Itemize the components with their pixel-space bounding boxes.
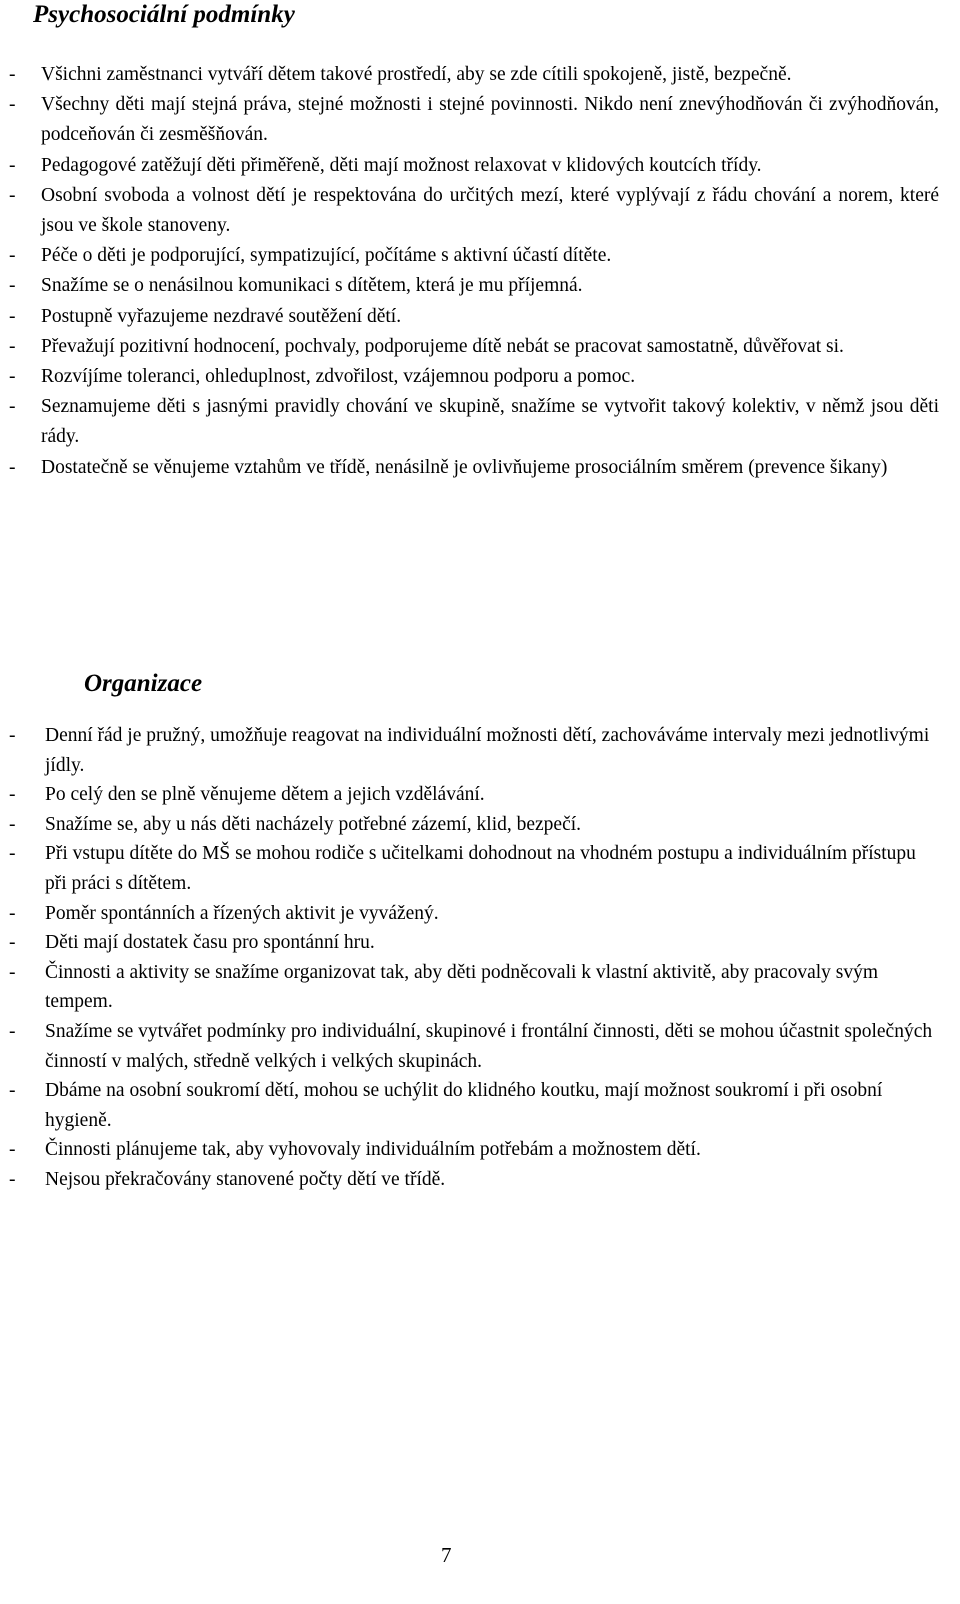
list-item-text: Snažíme se o nenásilnou komunikaci s dítětem, která je mu příjemná.: [41, 275, 583, 297]
list-item: [9, 1135, 939, 1165]
list-item: [9, 362, 939, 392]
list-item: [9, 1165, 939, 1195]
list-item-text: Rozvíjíme toleranci, ohleduplnost, zdvořilost, vzájemnou podporu a pomoc.: [41, 366, 636, 388]
list-dash: -: [9, 335, 16, 357]
list-item-text: Po celý den se plně věnujeme dětem a jejich vzdělávání.: [45, 784, 485, 806]
list-item-text: Osobní svoboda a volnost dětí je respektována do určitých mezí, které vyplývají z řádu chování a norem, které jsou ve škole stanoveny.: [41, 184, 939, 237]
list-dash: -: [9, 1080, 16, 1102]
psychosocial-list: [9, 60, 939, 483]
list-item: [9, 60, 939, 90]
list-dash: -: [9, 64, 16, 85]
list-item: [9, 241, 939, 271]
list-item: [9, 1076, 939, 1135]
list-item: [9, 958, 939, 1017]
list-item-text: Děti mají dostatek času pro spontánní hru.: [45, 932, 375, 954]
list-dash: -: [9, 245, 16, 267]
list-dash: -: [9, 456, 16, 478]
list-dash: -: [9, 184, 16, 206]
list-item: [9, 151, 939, 181]
list-item: [9, 1017, 939, 1076]
list-item-text: Činnosti a aktivity se snažíme organizovat tak, aby děti podněcovali k vlastní aktivitě, aby pracovaly svým tempem.: [45, 961, 879, 1013]
list-item: [9, 302, 939, 332]
list-item-text: Dostatečně se věnujeme vztahům ve třídě, nenásilně je ovlivňujeme prosociálním směrem (prevence šikany): [41, 456, 888, 478]
list-item: [9, 90, 939, 150]
section-heading-organization: Organizace: [84, 670, 203, 697]
list-item: [9, 780, 939, 810]
list-dash: -: [9, 932, 16, 954]
page-number: 7: [441, 1543, 452, 1567]
list-item: [9, 181, 939, 241]
list-item-text: Postupně vyřazujeme nezdravé soutěžení dětí.: [41, 305, 402, 327]
list-dash: -: [9, 1168, 16, 1190]
list-item-text: Snažíme se vytvářet podmínky pro individuální, skupinové i frontální činnosti, děti se mohou účastnit společných činností v malých, středně velkých i velkých skupinách.: [45, 1020, 933, 1072]
list-item-text: Činnosti plánujeme tak, aby vyhovovaly individuálním potřebám a možnostem dětí.: [45, 1139, 701, 1161]
list-dash: -: [9, 154, 16, 176]
list-item-text: Denní řád je pružný, umožňuje reagovat na individuální možnosti dětí, zachováváme intervaly mezi jednotlivými jídly.: [45, 725, 930, 776]
list-dash: -: [9, 366, 16, 388]
list-dash: -: [9, 725, 16, 746]
list-dash: -: [9, 94, 16, 116]
list-dash: -: [9, 1139, 16, 1161]
list-dash: -: [9, 784, 16, 806]
organization-list: [9, 721, 939, 1195]
list-dash: -: [9, 275, 16, 297]
list-item-text: Nejsou překračovány stanovené počty dětí ve třídě.: [45, 1168, 446, 1190]
list-item: [9, 332, 939, 362]
list-dash: -: [9, 305, 16, 327]
list-item: [9, 453, 939, 483]
list-item-text: Poměr spontánních a řízených aktivit je vyvážený.: [45, 902, 439, 924]
list-item: [9, 721, 939, 780]
list-item-text: Seznamujeme děti s jasnými pravidly chování ve skupině, snažíme se vytvořit takový kolektiv, v němž jsou děti rády.: [41, 396, 939, 448]
list-item: [9, 810, 939, 840]
list-item-text: Všichni zaměstnanci vytváří dětem takové prostředí, aby se zde cítili spokojeně, jistě, bezpečně.: [41, 64, 792, 85]
list-item: [9, 271, 939, 301]
list-item-text: Pedagogové zatěžují děti přiměřeně, děti mají možnost relaxovat v klidových koutcích třídy.: [41, 154, 762, 176]
list-item-text: Dbáme na osobní soukromí dětí, mohou se uchýlit do klidného koutku, mají možnost soukromí i při osobní hygieně.: [45, 1080, 883, 1131]
list-dash: -: [9, 813, 16, 835]
list-item: [9, 392, 939, 452]
list-dash: -: [9, 396, 16, 418]
list-item: [9, 899, 939, 929]
list-item-text: Při vstupu dítěte do MŠ se mohou rodiče s učitelkami dohodnout na vhodném postupu a individuálním přístupu při práci s dítětem.: [45, 843, 916, 894]
section-heading-psychosocial: Psychosociální podmínky: [33, 1, 295, 28]
list-item-text: Převažují pozitivní hodnocení, pochvaly, podporujeme dítě nebát se pracovat samostatně, důvěřovat si.: [41, 335, 844, 357]
list-dash: -: [9, 902, 16, 924]
list-dash: -: [9, 843, 16, 865]
list-dash: -: [9, 1020, 16, 1042]
list-item-text: Péče o děti je podporující, sympatizující, počítáme s aktivní účastí dítěte.: [41, 245, 612, 267]
list-item-text: Všechny děti mají stejná práva, stejné možnosti i stejné povinnosti. Nikdo není znevýhodňován či zvýhodňován, podceňován či zesměšňován.: [41, 94, 939, 146]
list-dash: -: [9, 961, 16, 983]
list-item-text: Snažíme se, aby u nás děti nacházely potřebné zázemí, klid, bezpečí.: [45, 813, 582, 835]
list-item: [9, 928, 939, 958]
list-item: [9, 839, 939, 898]
